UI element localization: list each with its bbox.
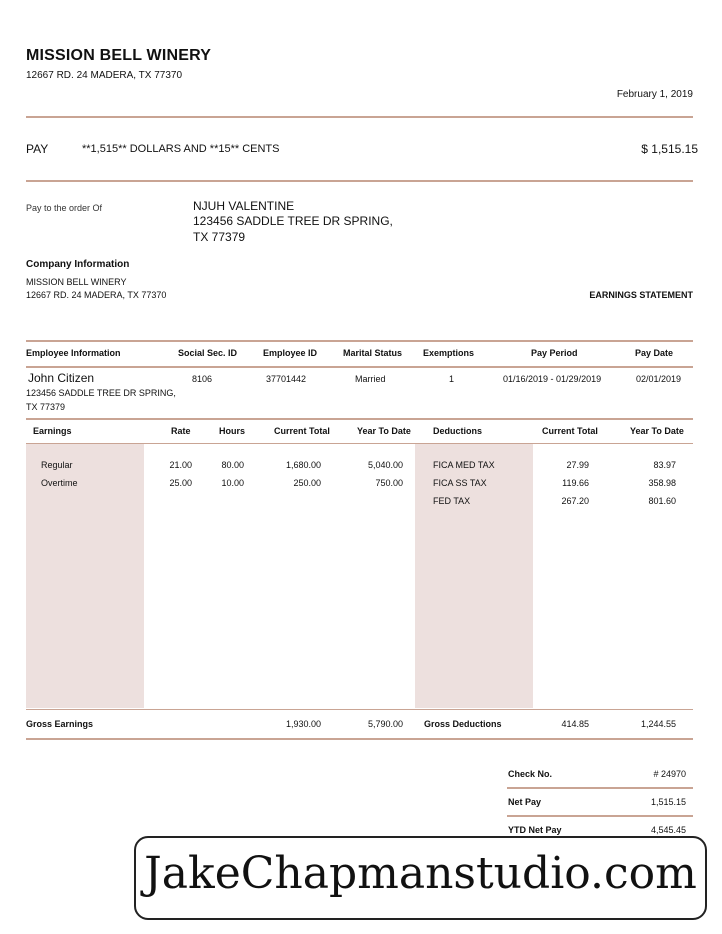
header-employee-info: Employee Information (26, 348, 121, 358)
earnings-row-label: Overtime (41, 478, 78, 488)
payee-address-line1: 123456 SADDLE TREE DR SPRING, (193, 214, 393, 228)
divider (26, 418, 693, 420)
header-exemptions: Exemptions (423, 348, 475, 358)
header-earnings: Earnings (33, 426, 72, 436)
gross-earnings-current: 1,930.00 (285, 719, 321, 729)
header-deductions-ytd: Year To Date (630, 426, 684, 436)
divider (26, 180, 693, 182)
employee-address-line1: 123456 SADDLE TREE DR SPRING, (26, 388, 176, 398)
earnings-row-current: 250.00 (293, 478, 321, 488)
header-ssn: Social Sec. ID (178, 348, 238, 358)
header-current-total: Current Total (274, 426, 330, 436)
deduction-row-current: 119.66 (562, 478, 589, 488)
deduction-row-current: 267.20 (561, 496, 589, 506)
employee-exemptions: 1 (449, 374, 455, 384)
gross-deductions-label: Gross Deductions (424, 719, 502, 729)
earnings-row-label: Regular (41, 460, 73, 470)
divider (26, 709, 693, 710)
check-date: February 1, 2019 (616, 89, 693, 100)
earnings-row-ytd: 750.00 (375, 478, 403, 488)
header-year-to-date: Year To Date (357, 426, 411, 436)
check-no: # 24970 (653, 769, 686, 779)
divider (26, 116, 693, 118)
employee-pay-date: 02/01/2019 (636, 374, 682, 384)
amount-words: **1,515** DOLLARS AND **15** CENTS (82, 143, 280, 155)
deduction-row-ytd: 83.97 (653, 460, 676, 470)
pay-label: PAY (26, 142, 49, 156)
watermark-banner (134, 836, 707, 920)
earnings-statement-title: EARNINGS STATEMENT (589, 290, 693, 300)
header-employee-id: Employee ID (263, 348, 318, 358)
earnings-row-rate: 25.00 (169, 478, 192, 488)
employee-id: 37701442 (266, 374, 307, 384)
gross-earnings-label: Gross Earnings (26, 719, 94, 729)
earnings-row-hours: 80.00 (221, 460, 244, 470)
ytd-net-pay: 4,545.45 (650, 825, 686, 835)
net-pay-label: Net Pay (508, 797, 542, 807)
earnings-row-current: 1,680.00 (285, 460, 321, 470)
divider (507, 787, 693, 789)
deduction-row-ytd: 801.60 (648, 496, 676, 506)
company-info-heading: Company Information (26, 259, 130, 270)
payee-address-line2: TX 77379 (193, 230, 246, 244)
company-name: MISSION BELL WINERY (26, 47, 212, 64)
divider (507, 815, 693, 817)
deduction-row-ytd: 358.98 (648, 478, 676, 488)
earnings-row-ytd: 5,040.00 (367, 460, 403, 470)
deduction-row-label: FICA SS TAX (433, 478, 487, 488)
earnings-row-hours: 10.00 (221, 478, 244, 488)
employee-address-line2: TX 77379 (26, 402, 66, 412)
divider (26, 738, 693, 740)
check-no-label: Check No. (508, 769, 553, 779)
header-marital-status: Marital Status (343, 348, 403, 358)
employee-marital-status: Married (355, 374, 386, 384)
company-info-address: 12667 RD. 24 MADERA, TX 77370 (26, 290, 167, 300)
gross-earnings-ytd: 5,790.00 (367, 719, 403, 729)
divider (26, 366, 693, 368)
deduction-row-label: FICA MED TAX (433, 460, 495, 470)
gross-deductions-current: 414.85 (561, 719, 589, 729)
company-info-name: MISSION BELL WINERY (26, 277, 127, 287)
check-amount: $ 1,515.15 (641, 142, 698, 156)
deduction-row-label: FED TAX (433, 496, 471, 506)
pay-to-label: Pay to the order Of (26, 203, 103, 213)
employee-pay-period: 01/16/2019 - 01/29/2019 (503, 374, 602, 384)
employee-name: John Citizen (28, 371, 95, 385)
deduction-row-current: 27.99 (566, 460, 589, 470)
header-deductions-current: Current Total (542, 426, 598, 436)
header-pay-date: Pay Date (635, 348, 674, 358)
gross-deductions-ytd: 1,244.55 (640, 719, 676, 729)
net-pay: 1,515.15 (650, 797, 686, 807)
ytd-net-pay-label: YTD Net Pay (508, 825, 562, 835)
header-rate: Rate (171, 426, 191, 436)
divider (26, 340, 693, 342)
earnings-row-rate: 21.00 (169, 460, 192, 470)
watermark-text: JakeChapmanstudio.com (144, 848, 697, 899)
payee-name: NJUH VALENTINE (193, 199, 295, 213)
header-deductions: Deductions (433, 426, 483, 436)
company-address: 12667 RD. 24 MADERA, TX 77370 (26, 70, 183, 81)
header-hours: Hours (219, 426, 246, 436)
header-pay-period: Pay Period (531, 348, 578, 358)
employee-ssn: 8106 (192, 374, 213, 384)
